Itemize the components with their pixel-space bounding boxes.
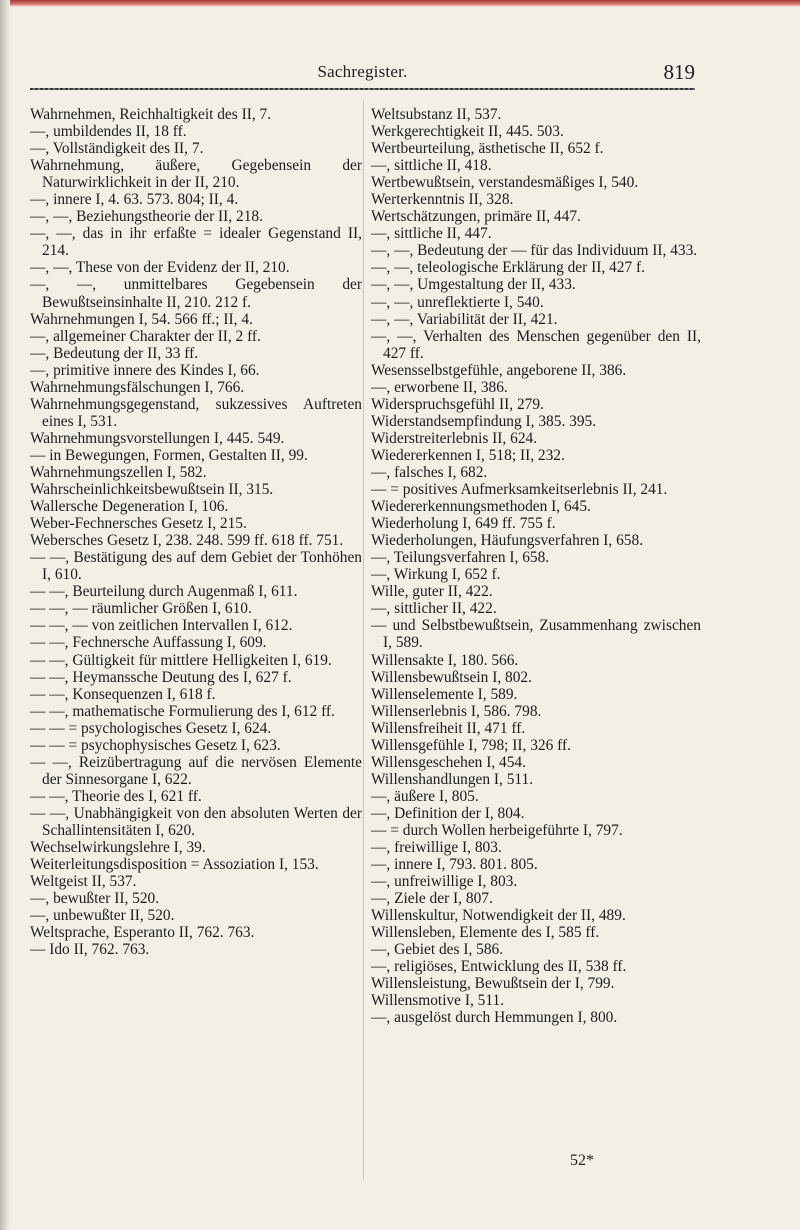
index-entry: —, bewußter II, 520. [30,890,160,908]
index-entry: Willenselemente I, 589. [371,685,518,703]
index-entry: Willensfreiheit II, 471 ff. [371,719,526,737]
index-entry: — —, Konsequenzen I, 618 f. [30,685,216,703]
column-divider [363,100,364,1180]
index-column-left [30,106,362,958]
header-rule [30,88,695,90]
index-entry: Wahrnehmungsvorstellungen I, 445. 549. [30,429,285,447]
index-entry: Willenskultur, Notwendigkeit der II, 489. [371,907,626,925]
index-entry: —, Wirkung I, 652 f. [371,566,501,584]
index-entry: —, —, teleologische Erklärung der II, 427 f. [371,259,645,277]
index-entry: Wiedererkennungsmethoden I, 645. [371,498,591,516]
index-entry: Willensmotive I, 511. [371,992,505,1010]
index-entry: Wahrnehmung, äußere, Gegebensein der Naturwirklichkeit in der II, 210. [30,157,362,192]
index-entry: —, —, Beziehungstheorie der II, 218. [30,208,263,226]
index-entry: Wechselwirkungslehre I, 39. [30,839,206,857]
index-entry: — —, Theorie des I, 621 ff. [30,787,202,805]
index-entry: Werkgerechtigkeit II, 445. 503. [371,123,564,141]
index-entry: Weber-Fechnersches Gesetz I, 215. [30,515,247,533]
index-entry: —, —, Umgestaltung der II, 433. [371,276,576,294]
index-entry: Willensgefühle I, 798; II, 326 ff. [371,736,571,754]
index-entry: —, —, Bedeutung der — für das Individuum II, 433. [371,242,698,260]
index-entry: — und Selbstbewußtsein, Zusammenhang zwischen I, 589. [371,617,701,652]
header-title: Sachregister. [317,62,408,81]
index-entry: — —, — räumlicher Größen I, 610. [30,600,252,618]
index-entry: Wahrnehmungsgegenstand, sukzessives Auftreten eines I, 531. [30,395,362,430]
index-entry: —, äußere I, 805. [371,787,479,805]
index-entry: — = positives Aufmerksamkeitserlebnis II, 241. [371,481,668,499]
index-entry: — —, Reizübertragung auf die nervösen Elemente der Sinnesorgane I, 622. [30,753,362,788]
index-entry: —, Bedeutung der II, 33 ff. [30,344,199,362]
index-entry: Wahrnehmungszellen I, 582. [30,463,207,481]
index-entry: — —, Beurteilung durch Augenmaß I, 611. [30,583,298,601]
index-entry: Widerstandsempfindung I, 385. 395. [371,412,597,430]
index-entry: — —, Heymanssche Deutung des I, 627 f. [30,668,292,686]
index-entry: Willensbewußtsein I, 802. [371,668,532,686]
index-entry: —, sittliche II, 418. [371,157,492,175]
index-entry: — in Bewegungen, Formen, Gestalten II, 99. [30,446,308,464]
binding-shadow [0,0,10,1230]
index-entry: Wallersche Degeneration I, 106. [30,498,229,516]
index-entry: — = durch Wollen herbeigeführte I, 797. [371,821,623,839]
index-entry: —, innere I, 4. 63. 573. 804; II, 4. [30,191,239,209]
index-entry: —, Teilungsverfahren I, 658. [371,549,550,567]
index-entry: —, freiwillige I, 803. [371,839,502,857]
index-entry: — —, mathematische Formulierung des I, 612 ff. [30,702,335,720]
index-entry: — —, Unabhängigkeit von den absoluten Werten der Schallintensitäten I, 620. [30,804,362,839]
index-entry: Widerspruchsgefühl II, 279. [371,395,544,413]
page-number: 819 [663,60,695,84]
index-entry: —, religiöses, Entwicklung des II, 538 ff. [371,958,627,976]
index-entry: Willensleben, Elemente des I, 585 ff. [371,924,600,942]
index-entry: — —, Bestätigung des auf dem Gebiet der Tonhöhen I, 610. [30,549,362,584]
index-entry: —, innere I, 793. 801. 805. [371,856,538,874]
index-entry: — — = psychologisches Gesetz I, 624. [30,719,272,737]
index-entry: —, falsches I, 682. [371,463,488,481]
index-entry: Willensgeschehen I, 454. [371,753,526,771]
index-entry: —, sittliche II, 447. [371,225,492,243]
index-entry: Widerstreiterlebnis II, 624. [371,429,538,447]
index-entry: —, Ziele der I, 807. [371,890,493,908]
index-entry: Weiterleitungsdisposition = Assoziation I, 153. [30,856,319,874]
index-entry: — —, Fechnersche Auffassung I, 609. [30,634,267,652]
index-entry: Wahrnehmungsfälschungen I, 766. [30,378,245,396]
index-entry: — — = psychophysisches Gesetz I, 623. [30,736,281,754]
index-entry: — —, Gültigkeit für mittlere Helligkeiten I, 619. [30,651,332,669]
index-entry: Willensakte I, 180. 566. [371,651,519,669]
index-entry: —, Definition der I, 804. [371,804,525,822]
index-entry: —, primitive innere des Kindes I, 66. [30,361,260,379]
index-entry: —, erworbene II, 386. [371,378,508,396]
index-entry: —, —, These von der Evidenz der II, 210. [30,259,290,277]
page-top-edge [0,0,800,7]
index-entry: Wiederholungen, Häufungsverfahren I, 658. [371,532,644,550]
signature-mark: 52* [570,1152,594,1169]
index-entry: Weltsprache, Esperanto II, 762. 763. [30,924,255,942]
index-entry: Werterkenntnis II, 328. [371,191,514,209]
index-entry: Wesensselbstgefühle, angeborene II, 386. [371,361,627,379]
index-entry: —, Vollständigkeit des II, 7. [30,140,204,158]
index-entry: Wertbewußtsein, verstandesmäßiges I, 540. [371,174,639,192]
index-entry: Willensleistung, Bewußtsein der I, 799. [371,975,615,993]
index-entry: Wahrscheinlichkeitsbewußtsein II, 315. [30,481,274,499]
index-entry: —, —, Variabilität der II, 421. [371,310,558,328]
index-entry: —, —, das in ihr erfaßte = idealer Gegenstand II, 214. [30,225,362,260]
index-entry: Wille, guter II, 422. [371,583,493,601]
index-entry: —, —, unmittelbares Gegebensein der Bewußtseinsinhalte II, 210. 212 f. [30,276,362,311]
index-entry: —, —, Verhalten des Menschen gegenüber den II, 427 ff. [371,327,701,362]
index-entry: —, umbildendes II, 18 ff. [30,123,187,141]
index-entry: Webersches Gesetz I, 238. 248. 599 ff. 618 ff. 751. [30,532,344,550]
index-column-right [371,106,701,1027]
index-entry: Wahrnehmungen I, 54. 566 ff.; II, 4. [30,310,253,328]
index-entry: Weltgeist II, 537. [30,873,137,891]
index-entry: —, sittlicher II, 422. [371,600,497,618]
index-entry: Wiedererkennen I, 518; II, 232. [371,446,565,464]
index-entry: —, allgemeiner Charakter der II, 2 ff. [30,327,261,345]
index-entry: Willenserlebnis I, 586. 798. [371,702,542,720]
index-entry: —, unbewußter II, 520. [30,907,175,925]
index-entry: Wertbeurteilung, ästhetische II, 652 f. [371,140,604,158]
index-entry: Wiederholung I, 649 ff. 755 f. [371,515,556,533]
index-entry: —, Gebiet des I, 586. [371,941,504,959]
running-header [30,60,695,88]
index-entry: —, unfreiwillige I, 803. [371,873,518,891]
index-entry: Wertschätzungen, primäre II, 447. [371,208,581,226]
index-entry: —, —, unreflektierte I, 540. [371,293,544,311]
index-entry: Wahrnehmen, Reichhaltigkeit des II, 7. [30,106,272,123]
index-entry: —, ausgelöst durch Hemmungen I, 800. [371,1009,618,1027]
index-entry: — Ido II, 762. 763. [30,941,150,959]
index-entry: Willenshandlungen I, 511. [371,770,534,788]
index-entry: Weltsubstanz II, 537. [371,106,502,123]
index-entry: — —, — von zeitlichen Intervallen I, 612. [30,617,293,635]
